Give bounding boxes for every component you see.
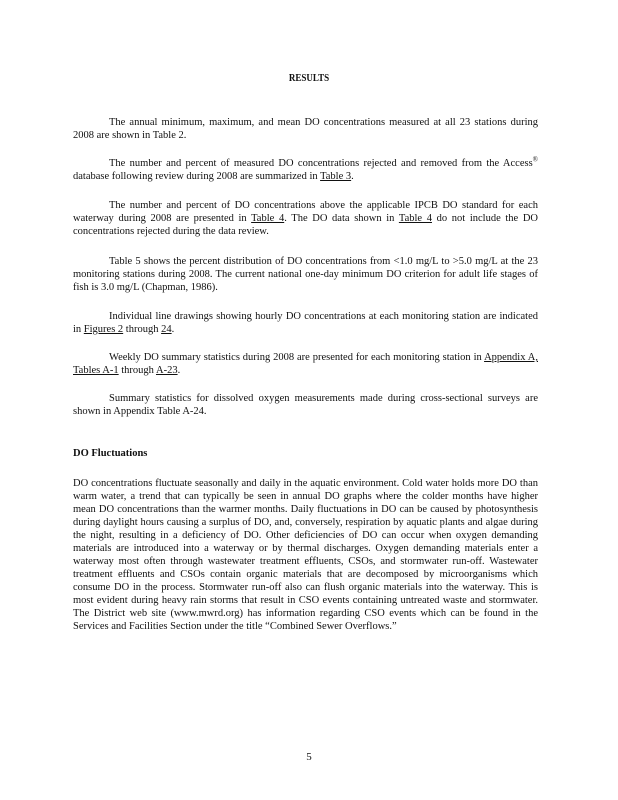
paragraph-text: Weekly DO summary statistics during 2008 are presented for each monitoring station in [109,352,485,363]
page-number: 5 [306,751,312,763]
paragraph-text: The number and percent of measured DO concentrations rejected and removed from the Access [109,158,533,169]
paragraph-text: database following review during 2008 are summarized in [73,171,321,182]
paragraph-text: The number and percent of DO concentrations above the applicable IPCB DO standard for each waterway during 2008 are presented in [73,200,538,224]
paragraph-text: . The DO data shown in [284,213,399,224]
paragraph-text: Summary statistics for dissolved oxygen measurements made during cross-sectional surveys are shown in Appendix Table A-24. [73,393,538,417]
paragraph-rejected-do [73,157,538,183]
table-4-link[interactable]: Table 4 [398,213,432,224]
paragraph-text: do not include the DO concentrations rejected during the data review. [73,213,539,237]
table-4-link[interactable]: Table 4 [251,213,285,224]
paragraph-text: . [177,365,181,376]
paragraph-percent-distribution [73,255,538,294]
table-3-link[interactable]: Table 3 [320,171,352,182]
section-heading: DO Fluctuations [73,448,148,459]
appendix-a-link[interactable]: Appendix A, Tables A-1 [73,352,538,376]
table-a23-link[interactable]: A-23 [155,365,178,376]
registered-mark: ® [532,155,538,164]
paragraph-text: . [171,324,175,335]
paragraph-text: Table 5 shows the percent distribution of DO concentrations from <1.0 mg/L to >5.0 mg/L at the 23 monitoring stations during 2008. The current national one-day minimum DO criterion for adult life stages of fish is 3.0 mg/L (Chapman, 1986). [73,256,538,293]
page-title: RESULTS [288,72,330,84]
paragraph-text: Individual line drawings showing hourly DO concentrations at each monitoring station are indicated in [73,311,538,335]
paragraph-line-drawings [73,310,538,336]
paragraph-text: . [351,171,354,182]
paragraph-do-fluctuations [73,477,538,633]
paragraph-text: The annual minimum, maximum, and mean DO concentrations measured at all 23 stations during 2008 are shown in Table 2. [73,117,538,141]
paragraph-do-standard [73,199,538,238]
figure-24-link[interactable]: 24 [161,324,172,335]
paragraph-cross-sectional [73,392,538,418]
figures-2-link[interactable]: Figures 2 [83,324,124,335]
paragraph-text: DO concentrations fluctuate seasonally and daily in the aquatic environment. Cold water holds more DO than warm water, a trend that can typically be seen in annual DO graphs where the colder months have higher mean DO concentrations than the warmer months. Daily fluctuations in DO can be caused by photosynthesis during daylight hours causing a surplus of DO, and, conversely, respiration by aquatic plants and algae during the night, resulting in a deficiency of DO. Other deficiencies of DO can occur when oxygen demanding materials are introduced into a waterway or by thermal discharges. Oxygen demanding materials enter a waterway most often through wastewater treatment effluents, CSOs, and stormwater run-off. Wastewater treatment effluents and CSOs contain organic materials that are decomposed by microorganisms which consume DO in the process. Stormwater run-off also can flush organic materials into the waterway. This is most evident during heavy rain storms that result in CSO events containing untreated waste and stormwater. The District web site (www.mwrd.org) has information regarding CSO events which can be found in the Services and Facilities Section under the title “Combined Sewer Overflows.” [73,478,538,632]
paragraph-weekly-summary [73,351,538,377]
paragraph-text: through [123,324,162,335]
paragraph-text: through [118,365,156,376]
paragraph-annual-do [73,116,538,142]
